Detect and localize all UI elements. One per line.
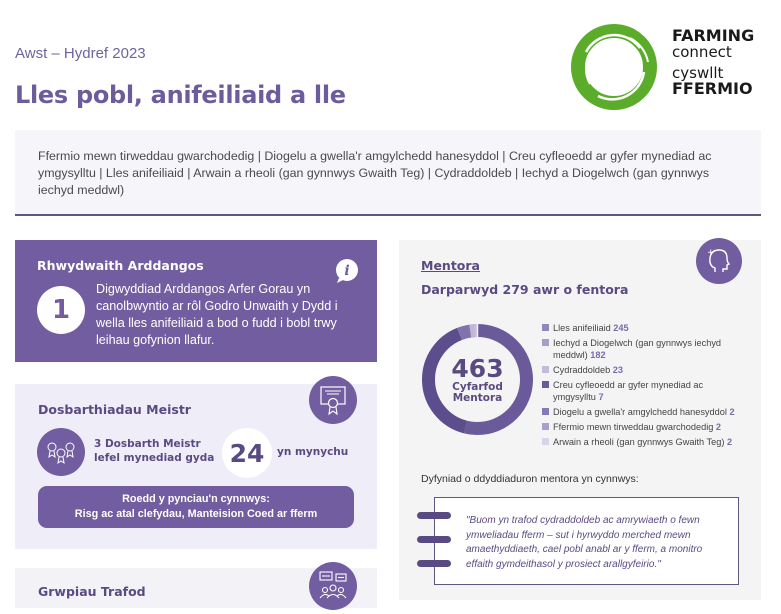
mentoring-total: 463 xyxy=(451,354,504,383)
legend-item xyxy=(542,364,747,376)
mentoring-title: Mentora xyxy=(421,258,480,273)
attendees-label: yn mynychu xyxy=(277,446,349,458)
mentoring-total-label-1: Cyfarfod xyxy=(452,381,503,393)
quote-label: Dyfyniad o ddyddiaduron mentora yn cynnwys: xyxy=(421,473,639,485)
legend-value: 2 xyxy=(715,422,722,432)
demo-count: 1 xyxy=(37,286,85,334)
masterclasses-line-2: lefel mynediad gyda xyxy=(94,452,215,464)
discussion-groups-title: Grwpiau Trafod xyxy=(38,584,146,599)
legend-label: Iechyd a Diogelwch (gan gynnwys iechyd meddwl) xyxy=(553,338,722,360)
legend-label: Cydraddoldeb xyxy=(553,365,611,375)
legend-swatch xyxy=(542,408,549,415)
svg-text:+: + xyxy=(707,248,715,258)
attendees-count: 24 xyxy=(222,428,272,478)
logo-line-3: cyswllt xyxy=(672,64,724,82)
legend-value: 182 xyxy=(590,350,606,360)
legend-swatch xyxy=(542,366,549,373)
quote-box xyxy=(434,497,739,585)
legend-label: Lles anifeiliaid xyxy=(553,323,611,333)
discussion-group-icon xyxy=(309,562,357,610)
legend-label: Ffermio mewn tirweddau gwarchodedig xyxy=(553,422,714,432)
legend-item xyxy=(542,406,747,418)
binder-ring-icon xyxy=(417,560,451,567)
logo-line-1: FARMING xyxy=(672,26,755,45)
legend-value: 7 xyxy=(598,392,604,402)
discussion-groups-card xyxy=(15,568,377,608)
donut-center-label xyxy=(421,323,534,436)
legend-swatch xyxy=(542,339,549,346)
mentoring-total-label-2: Mentora xyxy=(452,392,503,404)
legend-item xyxy=(542,379,747,403)
chart-legend xyxy=(542,322,747,451)
masterclasses-line-1: 3 Dosbarth Meistr xyxy=(94,438,201,450)
awards-icon xyxy=(37,428,85,476)
masterclasses-title: Dosbarthiadau Meistr xyxy=(38,402,191,417)
mentor-head-icon xyxy=(696,238,742,284)
certificate-icon xyxy=(309,376,357,424)
legend-value: 2 xyxy=(726,437,733,447)
legend-label: Creu cyfleoedd ar gyfer mynediad ac ymgysylltu xyxy=(553,380,704,402)
legend-value: 245 xyxy=(613,323,629,333)
mentoring-hours: Darparwyd 279 awr o fentora xyxy=(421,282,629,297)
legend-swatch xyxy=(542,423,549,430)
legend-swatch xyxy=(542,324,549,331)
page-title: Lles pobl, anifeiliaid a lle xyxy=(15,81,346,109)
legend-label: Arwain a rheoli (gan gynnwys Gwaith Teg) xyxy=(553,437,725,447)
legend-label: Diogelu a gwella'r amgylchedd hanesyddol xyxy=(553,407,727,417)
binder-ring-icon xyxy=(417,536,451,543)
legend-swatch xyxy=(542,438,549,445)
legend-swatch xyxy=(542,381,549,388)
legend-value: 23 xyxy=(612,365,624,375)
masterclasses-card xyxy=(15,384,377,549)
topics-banner: Ffermio mewn tirweddau gwarchodedig | Diogelu a gwella'r amgylchedd hanesyddol | Creu cyfleoedd ar gyfer mynediad ac ymgysylltu | Lles anifeiliaid | Arwain a rheoli (gan gynnwys Gwaith Teg) | Cydraddoldeb | Iechyd a Diogelwch (gan gynnwys iechyd meddwl) xyxy=(15,130,761,216)
legend-item xyxy=(542,337,747,361)
logo-line-2: connect xyxy=(672,43,732,61)
topics-list: Risg ac atal clefydau, Manteision Coed ar fferm xyxy=(74,508,318,520)
logo-swirl-icon xyxy=(568,22,660,112)
demo-network-title: Rhwydwaith Arddangos xyxy=(37,258,204,273)
topics-heading: Roedd y pynciau'n cynnwys: xyxy=(122,493,270,505)
logo-line-4: FFERMIO xyxy=(672,79,753,98)
legend-value: 2 xyxy=(729,407,735,417)
mentoring-card xyxy=(399,240,761,600)
mentoring-quote: "Buom yn trafod cydraddoldeb ac amrywiaeth o fewn ymweliadau fferm – sut i hyrwyddo merched mewn amaethyddiaeth, cael pobl anabl ar y fferm, a monitro effaith gymdeithasol y prosiect arallgyfeirio." xyxy=(466,515,703,570)
date-range: Awst – Hydref 2023 xyxy=(15,45,146,62)
legend-item xyxy=(542,436,747,448)
demo-network-card xyxy=(15,240,377,362)
binder-ring-icon xyxy=(417,512,451,519)
masterclasses-count-text xyxy=(94,437,214,465)
legend-item xyxy=(542,322,747,334)
masterclass-topics-box xyxy=(38,486,354,528)
svg-text:i: i xyxy=(344,263,350,279)
legend-item xyxy=(542,421,747,433)
farming-connect-logo xyxy=(568,22,768,112)
demo-description: Digwyddiad Arddangos Arfer Gorau yn canolbwyntio ar rôl Godro Unwaith y Dydd i wella lles anifeiliaid a bod o fudd i bobl trwy leihau gofynion llafur. xyxy=(96,282,338,347)
